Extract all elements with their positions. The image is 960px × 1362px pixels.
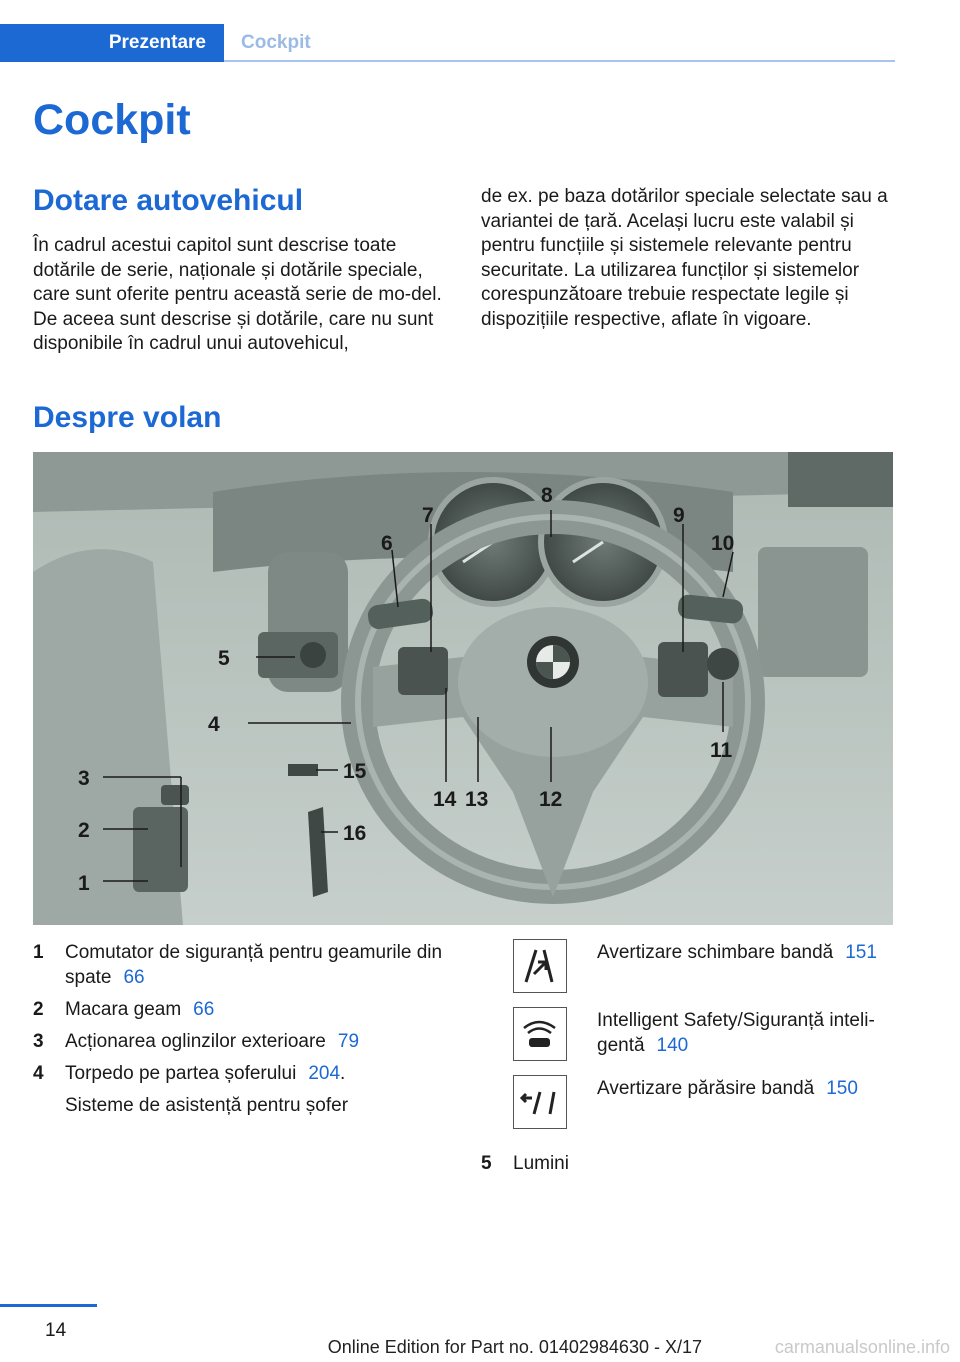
- legend-sub-label: Sisteme de asistență pentru șofer: [65, 1095, 349, 1116]
- page-reference-link[interactable]: 66: [193, 999, 215, 1020]
- legend-number: 4: [33, 1063, 44, 1084]
- legend-label: Comutator de siguranță pentru geamurile din spate: [65, 942, 443, 988]
- callout-16: 16: [343, 822, 367, 845]
- callout-2: 2: [78, 819, 90, 842]
- legend-item-lane-change: [597, 940, 897, 965]
- page-reference-link[interactable]: 150: [826, 1078, 858, 1099]
- page-reference-link[interactable]: 66: [123, 967, 145, 988]
- legend-label: Intelligent Safety/Siguranță inteli-gentă: [597, 1010, 875, 1056]
- legend-number: 3: [33, 1031, 44, 1052]
- legend-label: Macara geam: [65, 999, 182, 1020]
- lane-change-warning-icon: [513, 939, 567, 993]
- intelligent-safety-icon: [513, 1007, 567, 1061]
- tab-prezentare[interactable]: Prezentare: [0, 24, 224, 62]
- page-number: 14: [45, 1320, 67, 1341]
- watermark: carmanualsonline.info: [774, 1337, 950, 1357]
- callout-12: 12: [539, 788, 563, 811]
- lane-departure-warning-icon: [513, 1075, 567, 1129]
- legend-suffix: .: [340, 1063, 346, 1084]
- page-title: Cockpit: [33, 96, 191, 144]
- cockpit-figure: [33, 452, 893, 925]
- callout-9: 9: [673, 504, 685, 527]
- legend-number: 5: [481, 1153, 492, 1174]
- header-divider: [224, 60, 895, 62]
- legend-number: 1: [33, 942, 44, 963]
- callout-4: 4: [208, 713, 220, 736]
- section-title-volan: Despre volan: [33, 401, 222, 434]
- header-tabs: [0, 24, 329, 62]
- legend-item-intelligent-safety: [597, 1008, 897, 1058]
- callout-7: 7: [422, 504, 434, 527]
- paragraph-left: În cadrul acestui capitol sunt descrise toate dotările de serie, naționale și dotările speciale, care sunt oferite pentru această serie de mo-del. De aceea sunt descrise și dotările, care nu sunt disponibile în cadrul unui autovehicul,: [33, 235, 442, 354]
- legend-label: Avertizare schimbare bandă: [597, 942, 834, 963]
- legend-number: 2: [33, 999, 44, 1020]
- callout-5: 5: [218, 647, 230, 670]
- page-reference-link[interactable]: 151: [845, 942, 877, 963]
- body-column-left: [33, 234, 448, 357]
- legend-label: Torpedo pe partea șoferului: [65, 1063, 297, 1084]
- tab-cockpit[interactable]: Cockpit: [241, 32, 311, 53]
- legend-label: Lumini: [513, 1153, 569, 1174]
- callout-1: 1: [78, 872, 90, 895]
- body-column-right: [481, 185, 891, 332]
- callout-13: 13: [465, 788, 489, 811]
- callout-8: 8: [541, 484, 553, 507]
- callout-3: 3: [78, 767, 90, 790]
- legend-label: Avertizare părăsire bandă: [597, 1078, 815, 1099]
- page-reference-link[interactable]: 79: [337, 1031, 360, 1052]
- page-reference-link[interactable]: 204: [308, 1063, 341, 1084]
- callout-15: 15: [343, 760, 367, 783]
- legend-item-lane-departure: [597, 1076, 897, 1101]
- legend-label: Acționarea oglinzilor exterioare: [65, 1031, 326, 1052]
- callout-14: 14: [433, 788, 457, 811]
- callout-11: 11: [710, 739, 733, 762]
- callout-6: 6: [381, 532, 393, 555]
- callout-10: 10: [711, 532, 735, 555]
- page-reference-link[interactable]: 140: [656, 1035, 689, 1056]
- footer-divider: [0, 1304, 97, 1307]
- paragraph-right: de ex. pe baza dotărilor speciale selectate sau a variantei de țară. Același lucru este valabil și pentru funcțiile și sistemele relevante pentru securitate. La utilizarea funcților și sistemelor corespunzătoare trebuie respectate legile și dispozițiile respective, aflate în vigoare.: [481, 186, 888, 330]
- cockpit-illustration: [33, 452, 893, 925]
- edition-text: Online Edition for Part no. 01402984630 - X/17: [327, 1337, 702, 1357]
- section-title-dotare: Dotare autovehicul: [33, 184, 304, 217]
